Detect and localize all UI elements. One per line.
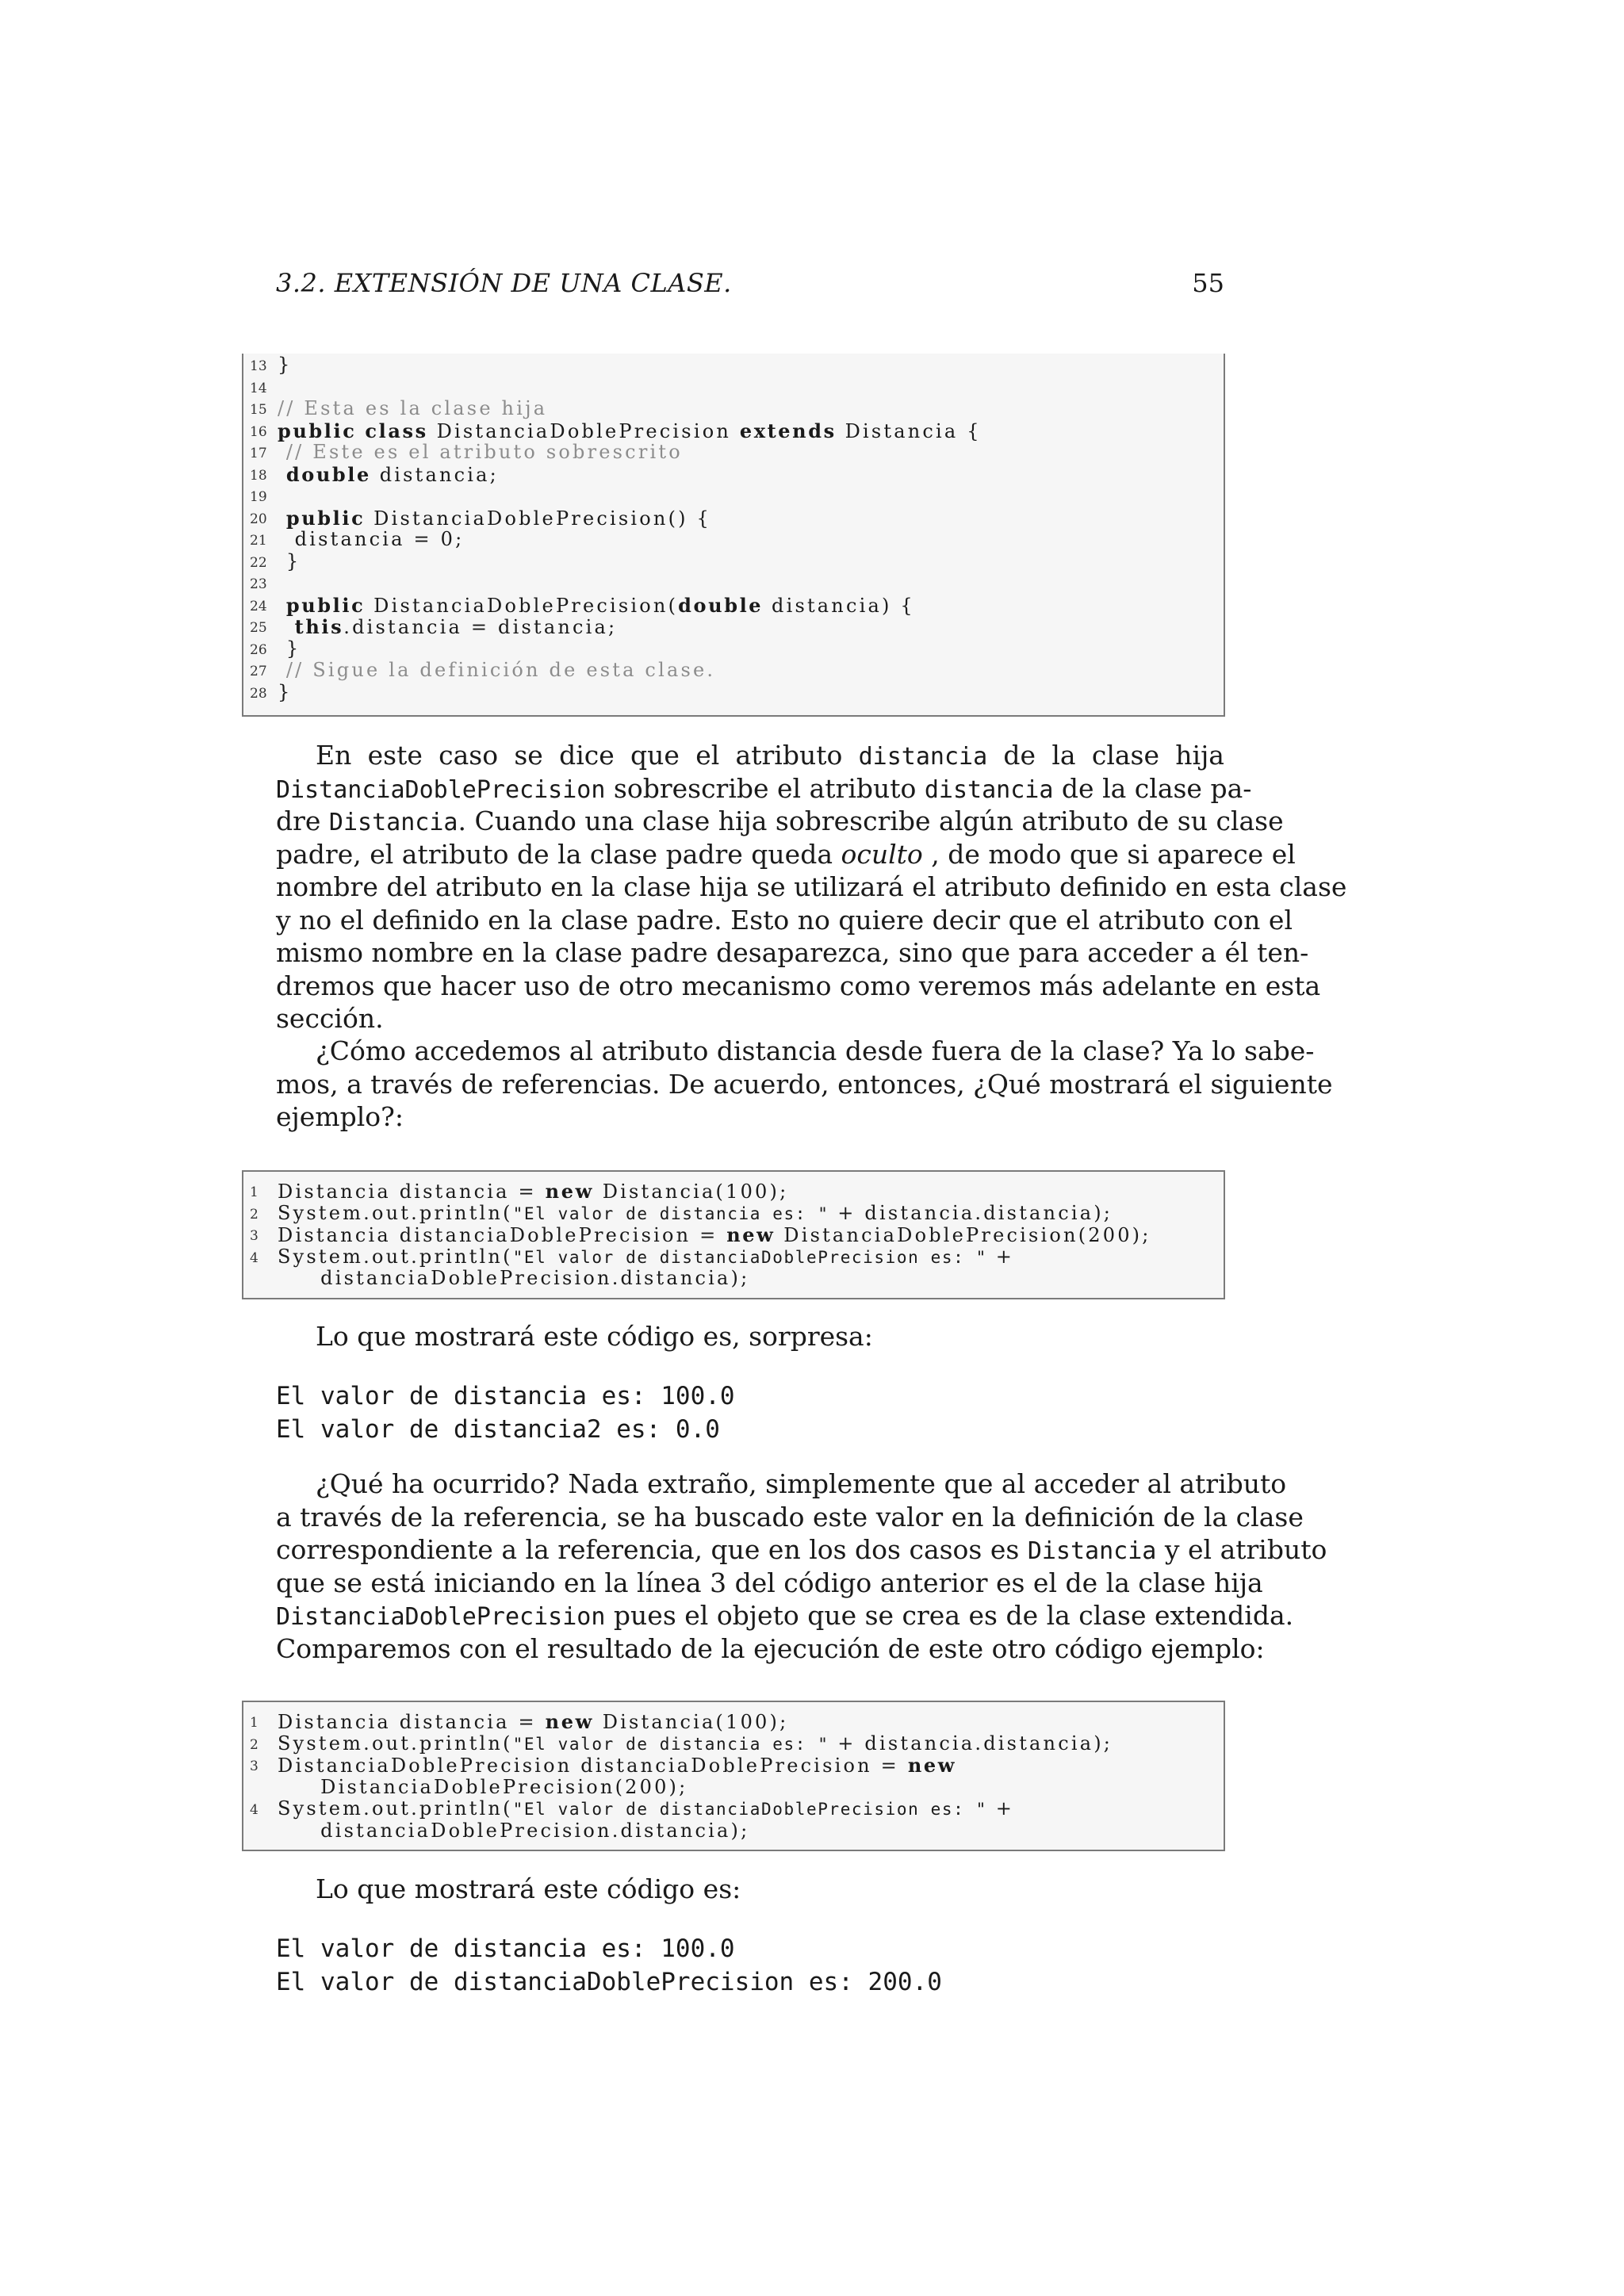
code-listing-1 [242,354,1225,717]
code-text: public DistanciaDoblePrecision(double distancia) { [285,593,915,617]
text-line: dre Distancia. Cuando una clase hija sobrescribe algún atributo de su clase [276,806,1284,836]
code-text: System.out.println("El valor de distanciaDoblePrecision es: " + [278,1245,1014,1268]
text-line: mismo nombre en la clase padre desaparezca, sino que para acceder a él ten- [276,937,1309,968]
code-text: distancia = 0; [278,528,465,550]
text-line: padre, el atributo de la clase padre queda oculto , de modo que si aparece el [276,838,1296,870]
line-number: 2 [250,1736,259,1753]
code-text: Distancia distanciaDoblePrecision = new DistanciaDoblePrecision(200); [278,1223,1151,1246]
code-text: // Este es el atributo sobrescrito [285,441,683,463]
line-number: 19 [250,489,267,505]
line-number: 15 [250,402,267,418]
code-text: public class DistanciaDoblePrecision extends Distancia { [278,419,982,442]
code-text: } [278,637,301,660]
text-line: ejemplo?: [276,1101,404,1132]
output-line: El valor de distancia es: 100.0 [276,1934,735,1963]
code-text: DistanciaDoblePrecision distanciaDoblePrecision = new [278,1754,956,1777]
line-number: 27 [250,664,267,679]
code-text: System.out.println("El valor de distancia es: " + distancia.distancia); [278,1732,1113,1755]
line-number: 1 [250,1184,259,1200]
line-number: 3 [250,1228,259,1244]
page-number: 55 [1192,268,1224,298]
text-line: DistanciaDoblePrecision pues el objeto que se crea es de la clase extendida. [276,1600,1294,1631]
line-number: 17 [250,446,267,461]
line-number: 23 [250,576,267,592]
text-line: En este caso se dice que el atributo distancia de la clase hija [316,740,1224,771]
text-line: nombre del atributo en la clase hija se utilizará el atributo definido en esta clase [276,871,1347,902]
text-line: que se está iniciando en la línea 3 del código anterior es el de la clase hija [276,1567,1263,1598]
code-text: distanciaDoblePrecision.distancia); [278,1267,750,1289]
code-text: DistanciaDoblePrecision(200); [278,1775,688,1798]
code-text: System.out.println("El valor de distancia es: " + distancia.distancia); [278,1201,1113,1224]
line-number: 28 [250,685,267,702]
text-line: Comparemos con el resultado de la ejecución de este otro código ejemplo: [276,1632,1265,1664]
text-line: dremos que hacer uso de otro mecanismo como veremos más adelante en esta [276,970,1321,1001]
line-number: 18 [250,467,267,484]
code-text: // Sigue la definición de esta clase. [285,659,716,681]
code-text: } [278,549,301,572]
paragraph-4 [276,1468,1327,1665]
code-text: } [278,354,293,376]
text-line: DistanciaDoblePrecision sobrescribe el atributo distancia de la clase pa- [276,772,1252,804]
paragraph-5-text: Lo que mostrará este código es: [316,1873,741,1904]
line-number: 4 [250,1249,259,1266]
line-number: 4 [250,1802,259,1818]
code-text: distanciaDoblePrecision.distancia); [278,1819,750,1842]
paragraph-3 [276,1320,1224,1353]
code-listing-3 [242,1701,1225,1851]
line-number: 3 [250,1758,259,1774]
section-title: 3.2. EXTENSIÓN DE UNA CLASE. [276,268,732,298]
line-number: 25 [250,620,267,636]
code-text: public DistanciaDoblePrecision() { [285,506,712,530]
code-text: } [278,680,293,703]
text-line: ¿Qué ha ocurrido? Nada extraño, simplemente que al acceder al atributo [316,1468,1287,1499]
paragraph-3-text: Lo que mostrará este código es, sorpresa: [316,1321,873,1352]
line-number: 13 [250,358,267,374]
line-number: 1 [250,1715,259,1731]
line-number: 24 [250,598,267,614]
code-text: System.out.println("El valor de distanciaDoblePrecision es: " + [278,1797,1014,1820]
text-line: sección. [276,1003,384,1034]
output-line: El valor de distancia2 es: 0.0 [276,1415,720,1444]
line-number: 2 [250,1206,259,1223]
code-text: this.distancia = distancia; [294,615,618,638]
paragraph-1 [276,739,1347,1035]
code-text: Distancia distancia = new Distancia(100); [278,1180,789,1203]
line-number: 14 [250,380,267,396]
output-line: El valor de distancia es: 100.0 [276,1382,735,1410]
code-text: Distancia distancia = new Distancia(100); [278,1710,789,1733]
paragraph-5 [276,1873,1224,1906]
output-line: El valor de distanciaDoblePrecision es: 200.0 [276,1968,942,1996]
line-number: 20 [250,511,267,527]
code-text: double distancia; [285,462,499,486]
program-output-2 [276,1932,942,1999]
text-line: ¿Cómo accedemos al atributo distancia desde fuera de la clase? Ya lo sabe- [316,1035,1315,1066]
line-number: 21 [250,533,267,549]
line-number: 22 [250,554,267,571]
code-text: // Esta es la clase hija [278,397,548,419]
line-number: 16 [250,423,267,440]
text-line: a través de la referencia, se ha buscado este valor en la definición de la clase [276,1501,1304,1533]
program-output-1 [276,1380,735,1446]
running-head [276,268,1224,303]
text-line: mos, a través de referencias. De acuerdo, entonces, ¿Qué mostrará el siguiente [276,1068,1333,1100]
text-line: y no el definido en la clase padre. Esto no quiere decir que el atributo con el [276,904,1293,936]
line-number: 26 [250,641,267,658]
paragraph-2 [276,1035,1333,1134]
code-listing-2 [242,1170,1225,1299]
text-line: correspondiente a la referencia, que en los dos casos es Distancia y el atributo [276,1534,1327,1565]
